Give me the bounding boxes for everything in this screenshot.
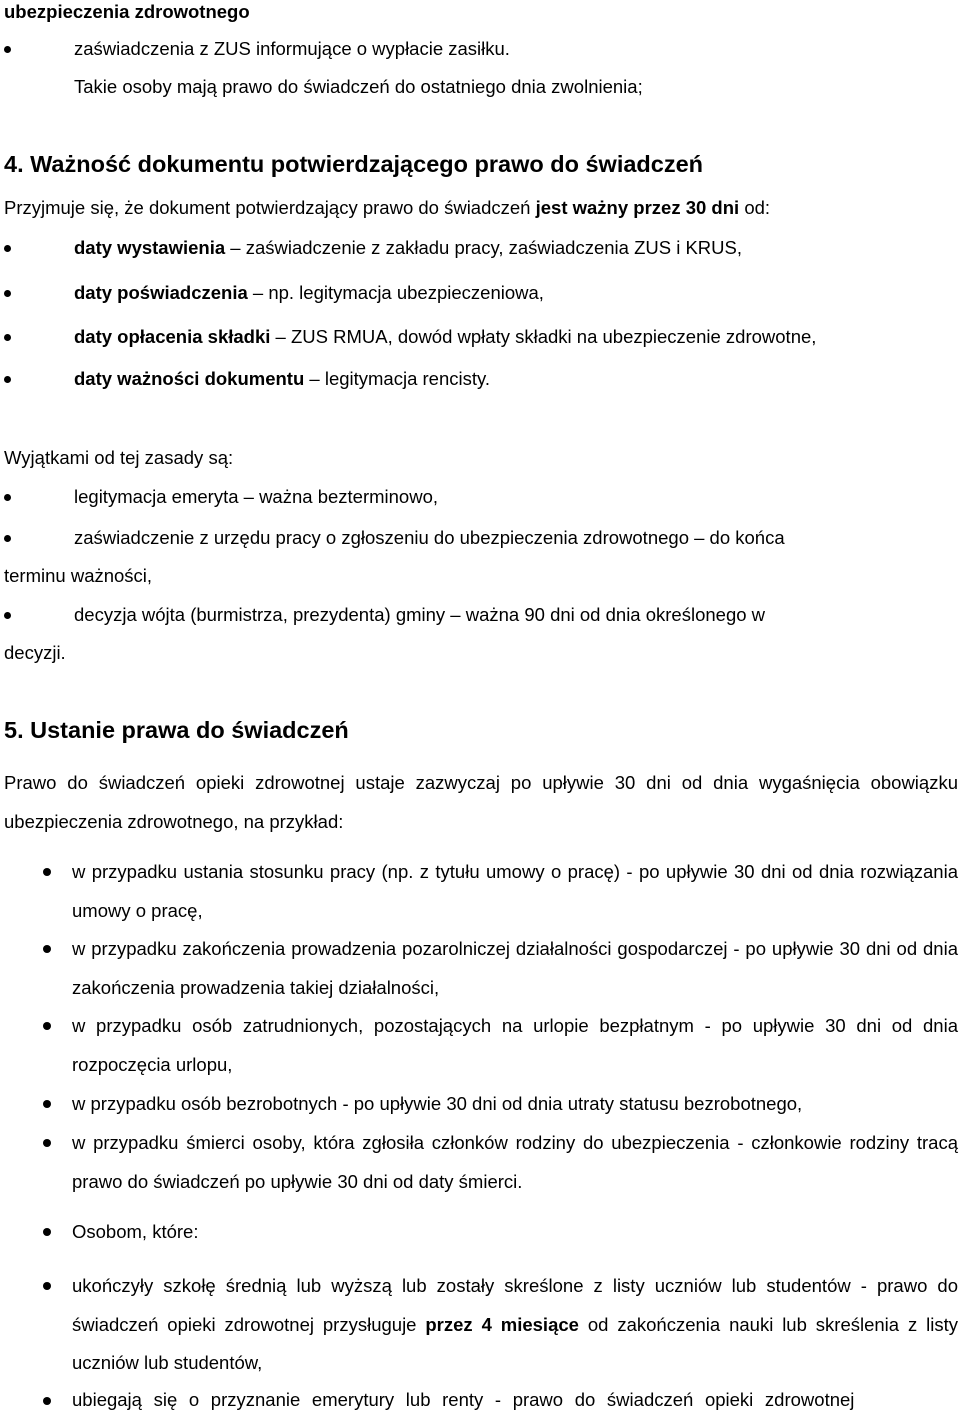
list-item: w przypadku osób bezrobotnych - po upływie 30 dni od dnia utraty statusu bezrobotnego, [72, 1093, 803, 1114]
bullet-icon [43, 1228, 51, 1236]
bullet-icon [4, 612, 11, 619]
list-item: daty poświadczenia – np. legitymacja ubezpieczeniowa, [74, 282, 544, 303]
bullet-icon [4, 535, 11, 542]
bullet-icon [4, 334, 11, 341]
list-item-line: legitymacja emeryta – ważna bezterminowo, [74, 486, 438, 507]
bullet-icon [43, 945, 51, 953]
bullet-icon [43, 1139, 51, 1147]
list-item: daty wystawienia – zaświadczenie z zakładu pracy, zaświadczenia ZUS i KRUS, [74, 237, 742, 258]
section-4-heading: 4. Ważność dokumentu potwierdzającego prawo do świadczeń [4, 151, 704, 177]
bullet-icon [4, 290, 11, 297]
list-item-line: terminu ważności, [4, 565, 153, 586]
list-item: w przypadku ustania stosunku pracy (np. z tytułu umowy o pracę) - po upływie 30 dni od dnia rozwiązania umowy o pracę, [72, 861, 958, 921]
bullet-icon [43, 1022, 51, 1030]
list-item: Osobom, które: [72, 1221, 199, 1242]
list-item: daty opłacenia składki – ZUS RMUA, dowód wpłaty składki na ubezpieczenie zdrowotne, [74, 326, 817, 347]
bullet-icon [4, 245, 11, 252]
list-item-students: ukończyły szkołę średnią lub wyższą lub zostały skreślone z listy uczniów lub studentów - prawo do świadczeń opieki zdrowotnej przysługuje przez 4 miesiące od zakończenia nauki lub skreślenia z listy uczniów lub studentów, [72, 1275, 958, 1373]
list-item: daty ważności dokumentu – legitymacja rencisty. [74, 368, 491, 389]
list-item-line: zaświadczenie z urzędu pracy o zgłoszeniu do ubezpieczenia zdrowotnego – do końca [74, 527, 785, 548]
list-item-line: zaświadczenia z ZUS informujące o wypłacie zasiłku. [74, 38, 510, 59]
list-item-line: decyzja wójta (burmistrza, prezydenta) gminy – ważna 90 dni od dnia określonego w [74, 604, 766, 625]
bullet-icon [43, 1282, 51, 1290]
list-item: w przypadku zakończenia prowadzenia pozarolniczej działalności gospodarczej - po upływie 30 dni od dnia zakończenia prowadzenia takiej działalności, [72, 938, 958, 998]
list-item: ubiegają się o przyznanie emerytury lub renty - prawo do świadczeń opieki zdrowotnej [72, 1389, 855, 1410]
bullet-icon [43, 1397, 51, 1405]
bullet-icon [4, 46, 11, 53]
bullet-icon [4, 494, 11, 501]
list-item: w przypadku śmierci osoby, która zgłosiła członków rodziny do ubezpieczenia - członkowie rodziny tracą prawo do świadczeń po upływie 30 dni od daty śmierci. [72, 1132, 958, 1192]
section-continuation-heading: ubezpieczenia zdrowotnego [4, 1, 250, 22]
list-item-line: decyzji. [4, 642, 66, 663]
section-5-intro: Prawo do świadczeń opieki zdrowotnej ustaje zazwyczaj po upływie 30 dni od dnia wygaśnięcia obowiązku ubezpieczenia zdrowotnego, na przykład: [4, 772, 958, 832]
bullet-icon [43, 868, 51, 876]
list-item: w przypadku osób zatrudnionych, pozostających na urlopie bezpłatnym - po upływie 30 dni od dnia rozpoczęcia urlopu, [72, 1015, 958, 1075]
section-4-intro: Przyjmuje się, że dokument potwierdzający prawo do świadczeń jest ważny przez 30 dni od: [4, 197, 771, 218]
bullet-icon [43, 1100, 51, 1108]
section-5-heading: 5. Ustanie prawa do świadczeń [4, 717, 349, 743]
bullet-icon [4, 376, 11, 383]
exceptions-intro: Wyjątkami od tej zasady są: [4, 447, 234, 468]
list-item-line: Takie osoby mają prawo do świadczeń do ostatniego dnia zwolnienia; [74, 76, 643, 97]
